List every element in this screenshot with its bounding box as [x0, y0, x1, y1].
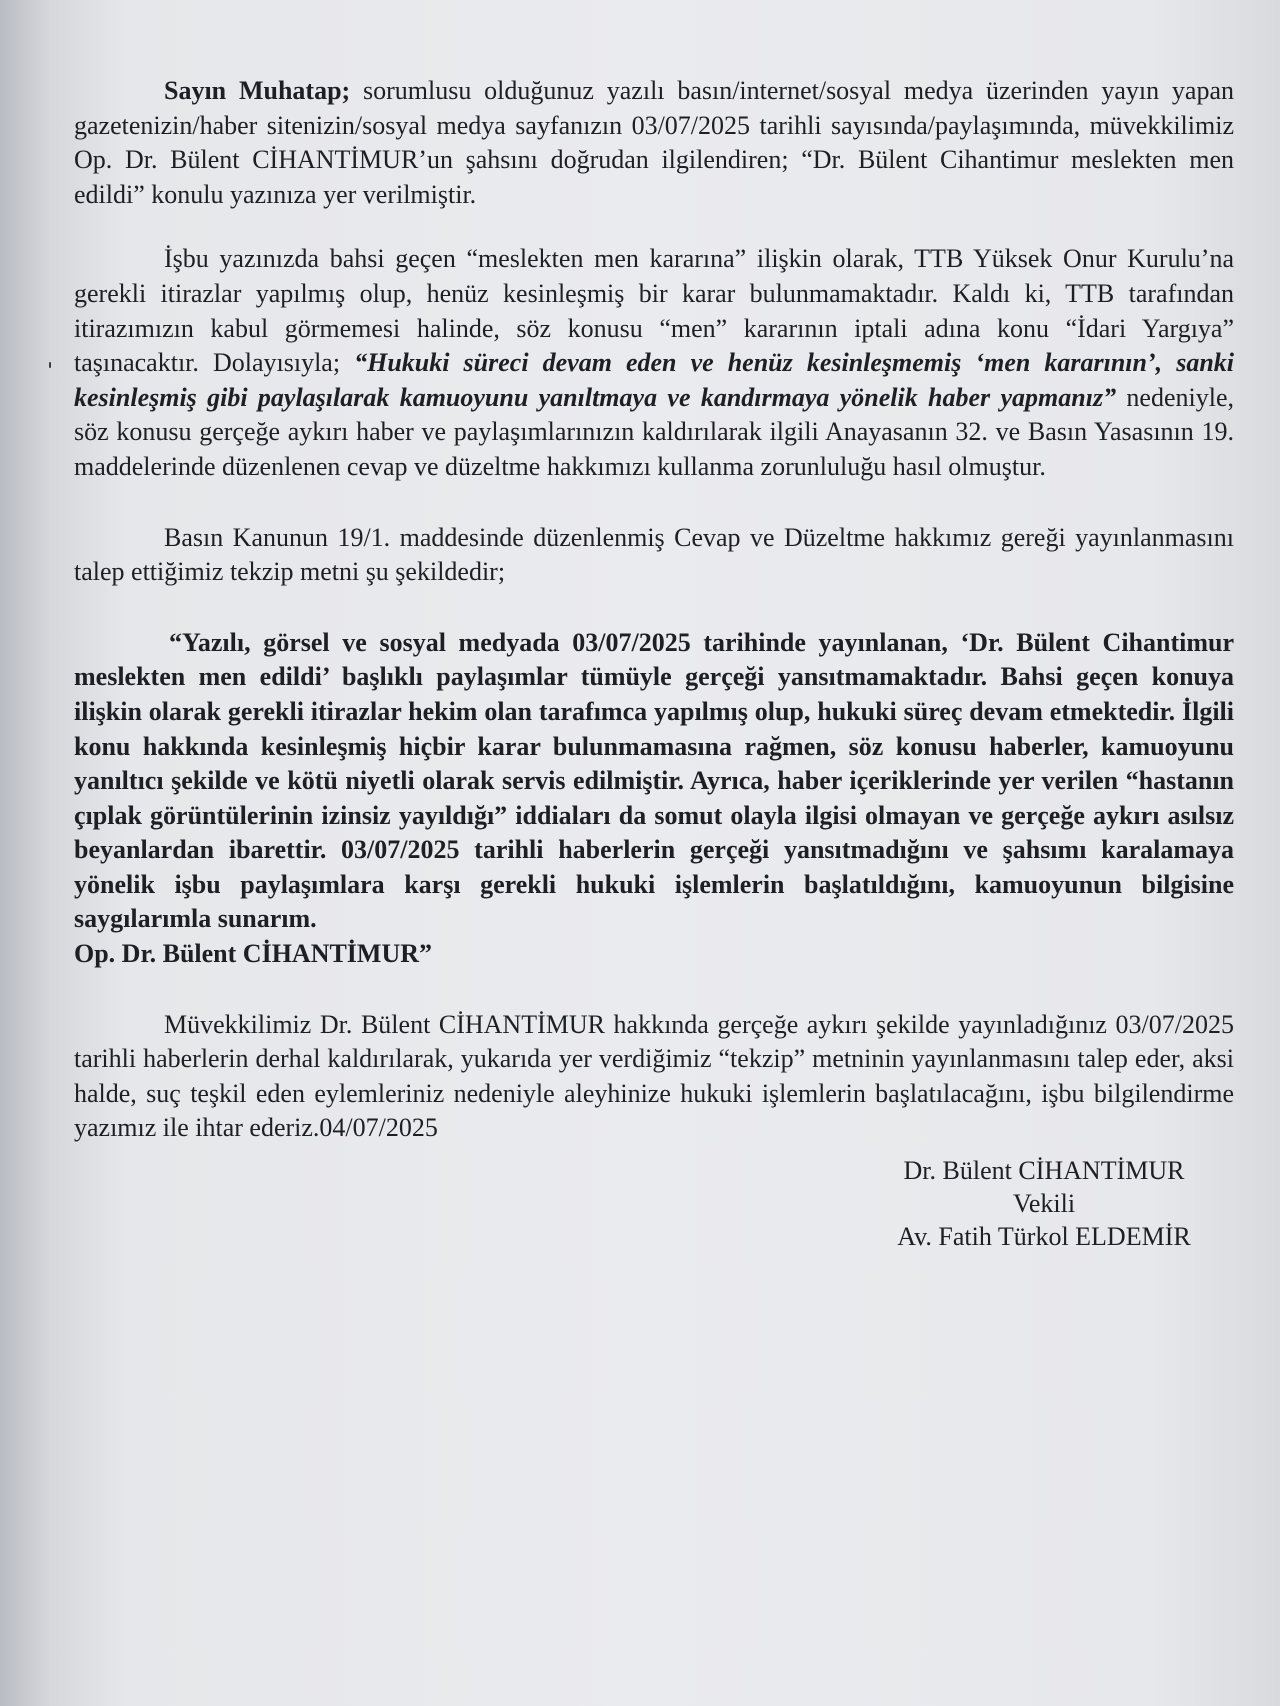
paragraph-demand: Müvekkilimiz Dr. Bülent CİHANTİMUR hakkında gerçeğe aykırı şekilde yayınladığınız 03/07/2025 tarihli haberlerin derhal kaldırılarak, yukarıda yer verdiğimiz “tekzip” metninin yayınlanmasını talep eder, aksi halde, suç teşkil eden eylemleriniz nedeniyle aleyhinize hukuki işlemlerin başlatılacağını, işbu bilgilendirme yazımız ile ihtar ederiz.04/07/2025	[74, 1009, 1234, 1143]
paragraph-objection-text-before: İşbu yazınızda bahsi geçen “meslekten men kararına” ilişkin olarak, TTB Yüksek Onur Kurulu’na gerekli itirazlar yapılmış olup, henüz kesinleşmiş bir karar bulunmamaktadır. Kaldı ki, TTB tarafından itirazımızın kabul görmemesi halinde, söz konusu “men” kararının iptali adına konu “İdari Yargıya” taşınacaktır. Dolayısıyla;	[74, 244, 1234, 378]
tekzip-signature: Op. Dr. Bülent CİHANTİMUR”	[74, 939, 433, 969]
signature-role: Vekili	[1012, 1189, 1076, 1219]
paragraph-objection	[74, 242, 1234, 484]
signature-client: Dr. Bülent CİHANTİMUR	[903, 1156, 1185, 1186]
paragraph-address-text: sorumlusu olduğunuz yazılı basın/internet/sosyal medya üzerinden yayın yapan gazetenizin/haber sitenizin/sosyal medya sayfanızın 03/07/2025 tarihli sayısında/paylaşımında, müvekkilimiz Op. Dr. Bülent CİHANTİMUR’un şahsını doğrudan ilgilendiren; “Dr. Bülent Cihantimur meslekten men edildi” konulu yazınıza yer verilmiştir.	[74, 76, 1234, 209]
paragraph-address	[74, 74, 1234, 212]
paragraph-objection-emphasis: “Hukuki süreci devam eden ve henüz kesinleşmemiş ‘men kararının’, sanki kesinleşmiş gibi paylaşılarak kamuoyunu yanıltmaya ve kandırmaya yönelik haber yapmanız”	[74, 348, 1235, 412]
paragraph-legal-basis: Basın Kanunun 19/1. maddesinde düzenlenmiş Cevap ve Düzeltme hakkımız gereği yayınlanmasını talep ettiğimiz tekzip metni şu şekildedir;	[74, 522, 1234, 587]
signature-attorney: Av. Fatih Türkol ELDEMİR	[897, 1222, 1191, 1252]
paragraph-objection-text-after: nedeniyle, söz konusu gerçeğe aykırı haber ve paylaşımlarınızın kaldırılarak ilgili Anayasanın 32. ve Basın Yasasının 19. maddelerinde düzenlenen cevap ve düzeltme hakkımızı kullanma zorunluluğu hasıl olmuştur.	[74, 382, 1234, 481]
attorney-signature-block	[864, 1154, 1224, 1253]
salutation: Sayın Muhatap;	[164, 76, 351, 105]
tekzip-quote: “Yazılı, görsel ve sosyal medyada 03/07/2025 tarihinde yayınlanan, ‘Dr. Bülent Cihantimur meslekten men edildi’ başlıklı paylaşımlar tümüyle gerçeği yansıtmamaktadır. Bahsi geçen konuya ilişkin olarak gerekli itirazlar hekim olan tarafımca yapılmış olup, hukuki süreç devam etmektedir. İlgili konu hakkında kesinleşmiş hiçbir karar bulunmamasına rağmen, söz konusu haberler, kamuoyunu yanıltıcı şekilde ve kötü niyetli olarak servis edilmiştir. Ayrıca, haber içeriklerinde yer verilen “hastanın çıplak görüntülerinin izinsiz yayıldığı” iddiaları da somut olayla ilgisi olmayan ve gerçeğe aykırı asılsız beyanlardan ibarettir. 03/07/2025 tarihli haberlerin gerçeği yansıtmadığını ve şahsımı karalamaya yönelik işbu paylaşımlara karşı gerekli hukuki işlemlerin başlatıldığını, kamuoyunun bilgisine saygılarımla sunarım.	[74, 627, 1234, 934]
letter-body	[74, 74, 1234, 1253]
ink-mark	[49, 362, 51, 368]
